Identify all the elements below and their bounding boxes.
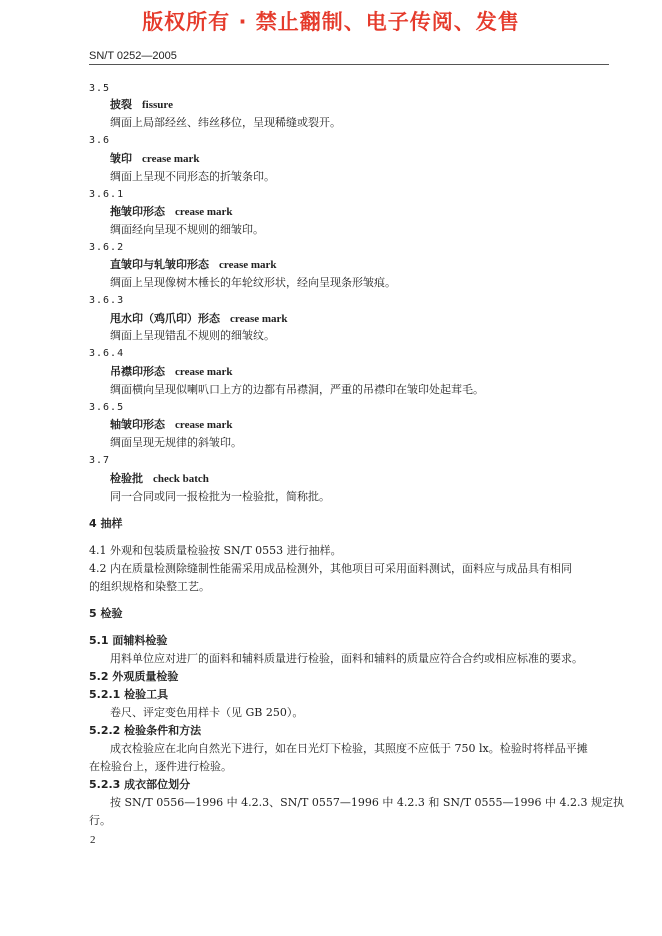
standard-number: SN/T 0252—2005 (89, 50, 177, 62)
paragraph: 行。 (89, 814, 111, 827)
watermark-banner: 版权所有 · 禁止翻制、电子传阅、发售 (142, 10, 520, 34)
paragraph: 卷尺、评定变色用样卡（见 GB 250）。 (110, 706, 304, 719)
clause-number: 3.6.1 (89, 189, 125, 200)
paragraph: 的组织规格和染整工艺。 (89, 580, 210, 593)
term-heading: 甩水印（鸡爪印）形态 crease mark (110, 312, 288, 325)
term-heading: 披裂 fissure (110, 98, 173, 111)
chapter-heading: 4 抽样 (89, 517, 123, 530)
section-heading: 5.2 外观质量检验 (89, 670, 179, 683)
header-rule (89, 64, 609, 65)
term-heading: 拖皱印形态 crease mark (110, 205, 233, 218)
clause-number: 3.7 (89, 455, 111, 466)
paragraph: 4.1 外观和包装质量检验按 SN/T 0553 进行抽样。 (89, 544, 342, 557)
term-definition: 绸面上呈现错乱不规则的细皱纹。 (110, 329, 275, 342)
paragraph: 在检验台上，逐件进行检验。 (89, 760, 232, 773)
clause-number: 3.5 (89, 83, 111, 94)
section-heading: 5.2.2 检验条件和方法 (89, 724, 202, 737)
term-heading: 皱印 crease mark (110, 152, 200, 165)
term-heading: 轴皱印形态 crease mark (110, 418, 233, 431)
clause-number: 3.6.3 (89, 295, 125, 306)
paragraph: 4.2 内在质量检测除缝制性能需采用成品检测外，其他项目可采用面料测试，面料应与成品具有相同 (89, 562, 572, 575)
paragraph: 成衣检验应在北向自然光下进行，如在日光灯下检验，其照度不应低于 750 lx。检验时将样品平摊 (110, 742, 588, 755)
clause-number: 3.6.4 (89, 348, 125, 359)
paragraph: 用料单位应对进厂的面料和辅料质量进行检验，面料和辅料的质量应符合合约或相应标准的要求。 (110, 652, 583, 665)
clause-number: 3.6.2 (89, 242, 125, 253)
clause-number: 3.6.5 (89, 402, 125, 413)
term-definition: 绸面经向呈现不规则的细皱印。 (110, 223, 264, 236)
term-definition: 绸面上局部经丝、纬丝移位，呈现稀缝或裂开。 (110, 116, 341, 129)
term-heading: 直皱印与轧皱印形态 crease mark (110, 258, 277, 271)
term-definition: 绸面上呈现不同形态的折皱条印。 (110, 170, 275, 183)
term-heading: 吊襟印形态 crease mark (110, 365, 233, 378)
term-definition: 绸面上呈现像树木棰长的年轮纹形状，经向呈现条形皱痕。 (110, 276, 396, 289)
term-definition: 绸面呈现无规律的斜皱印。 (110, 436, 242, 449)
chapter-heading: 5 检验 (89, 607, 123, 620)
paragraph: 按 SN/T 0556—1996 中 4.2.3、SN/T 0557—1996 中 4.2.3 和 SN/T 0555—1996 中 4.2.3 规定执 (110, 796, 624, 809)
page-number: 2 (90, 834, 96, 846)
section-heading: 5.2.1 检验工具 (89, 688, 169, 701)
term-definition: 绸面横向呈现似喇叭口上方的边都有吊襟洞，严重的吊襟印在皱印处起茸毛。 (110, 383, 484, 396)
clause-number: 3.6 (89, 135, 111, 146)
section-heading: 5.1 面辅料检验 (89, 634, 168, 647)
section-heading: 5.2.3 成衣部位划分 (89, 778, 191, 791)
term-heading: 检验批 check batch (110, 472, 209, 485)
term-definition: 同一合同或同一报检批为一检验批，简称批。 (110, 490, 330, 503)
